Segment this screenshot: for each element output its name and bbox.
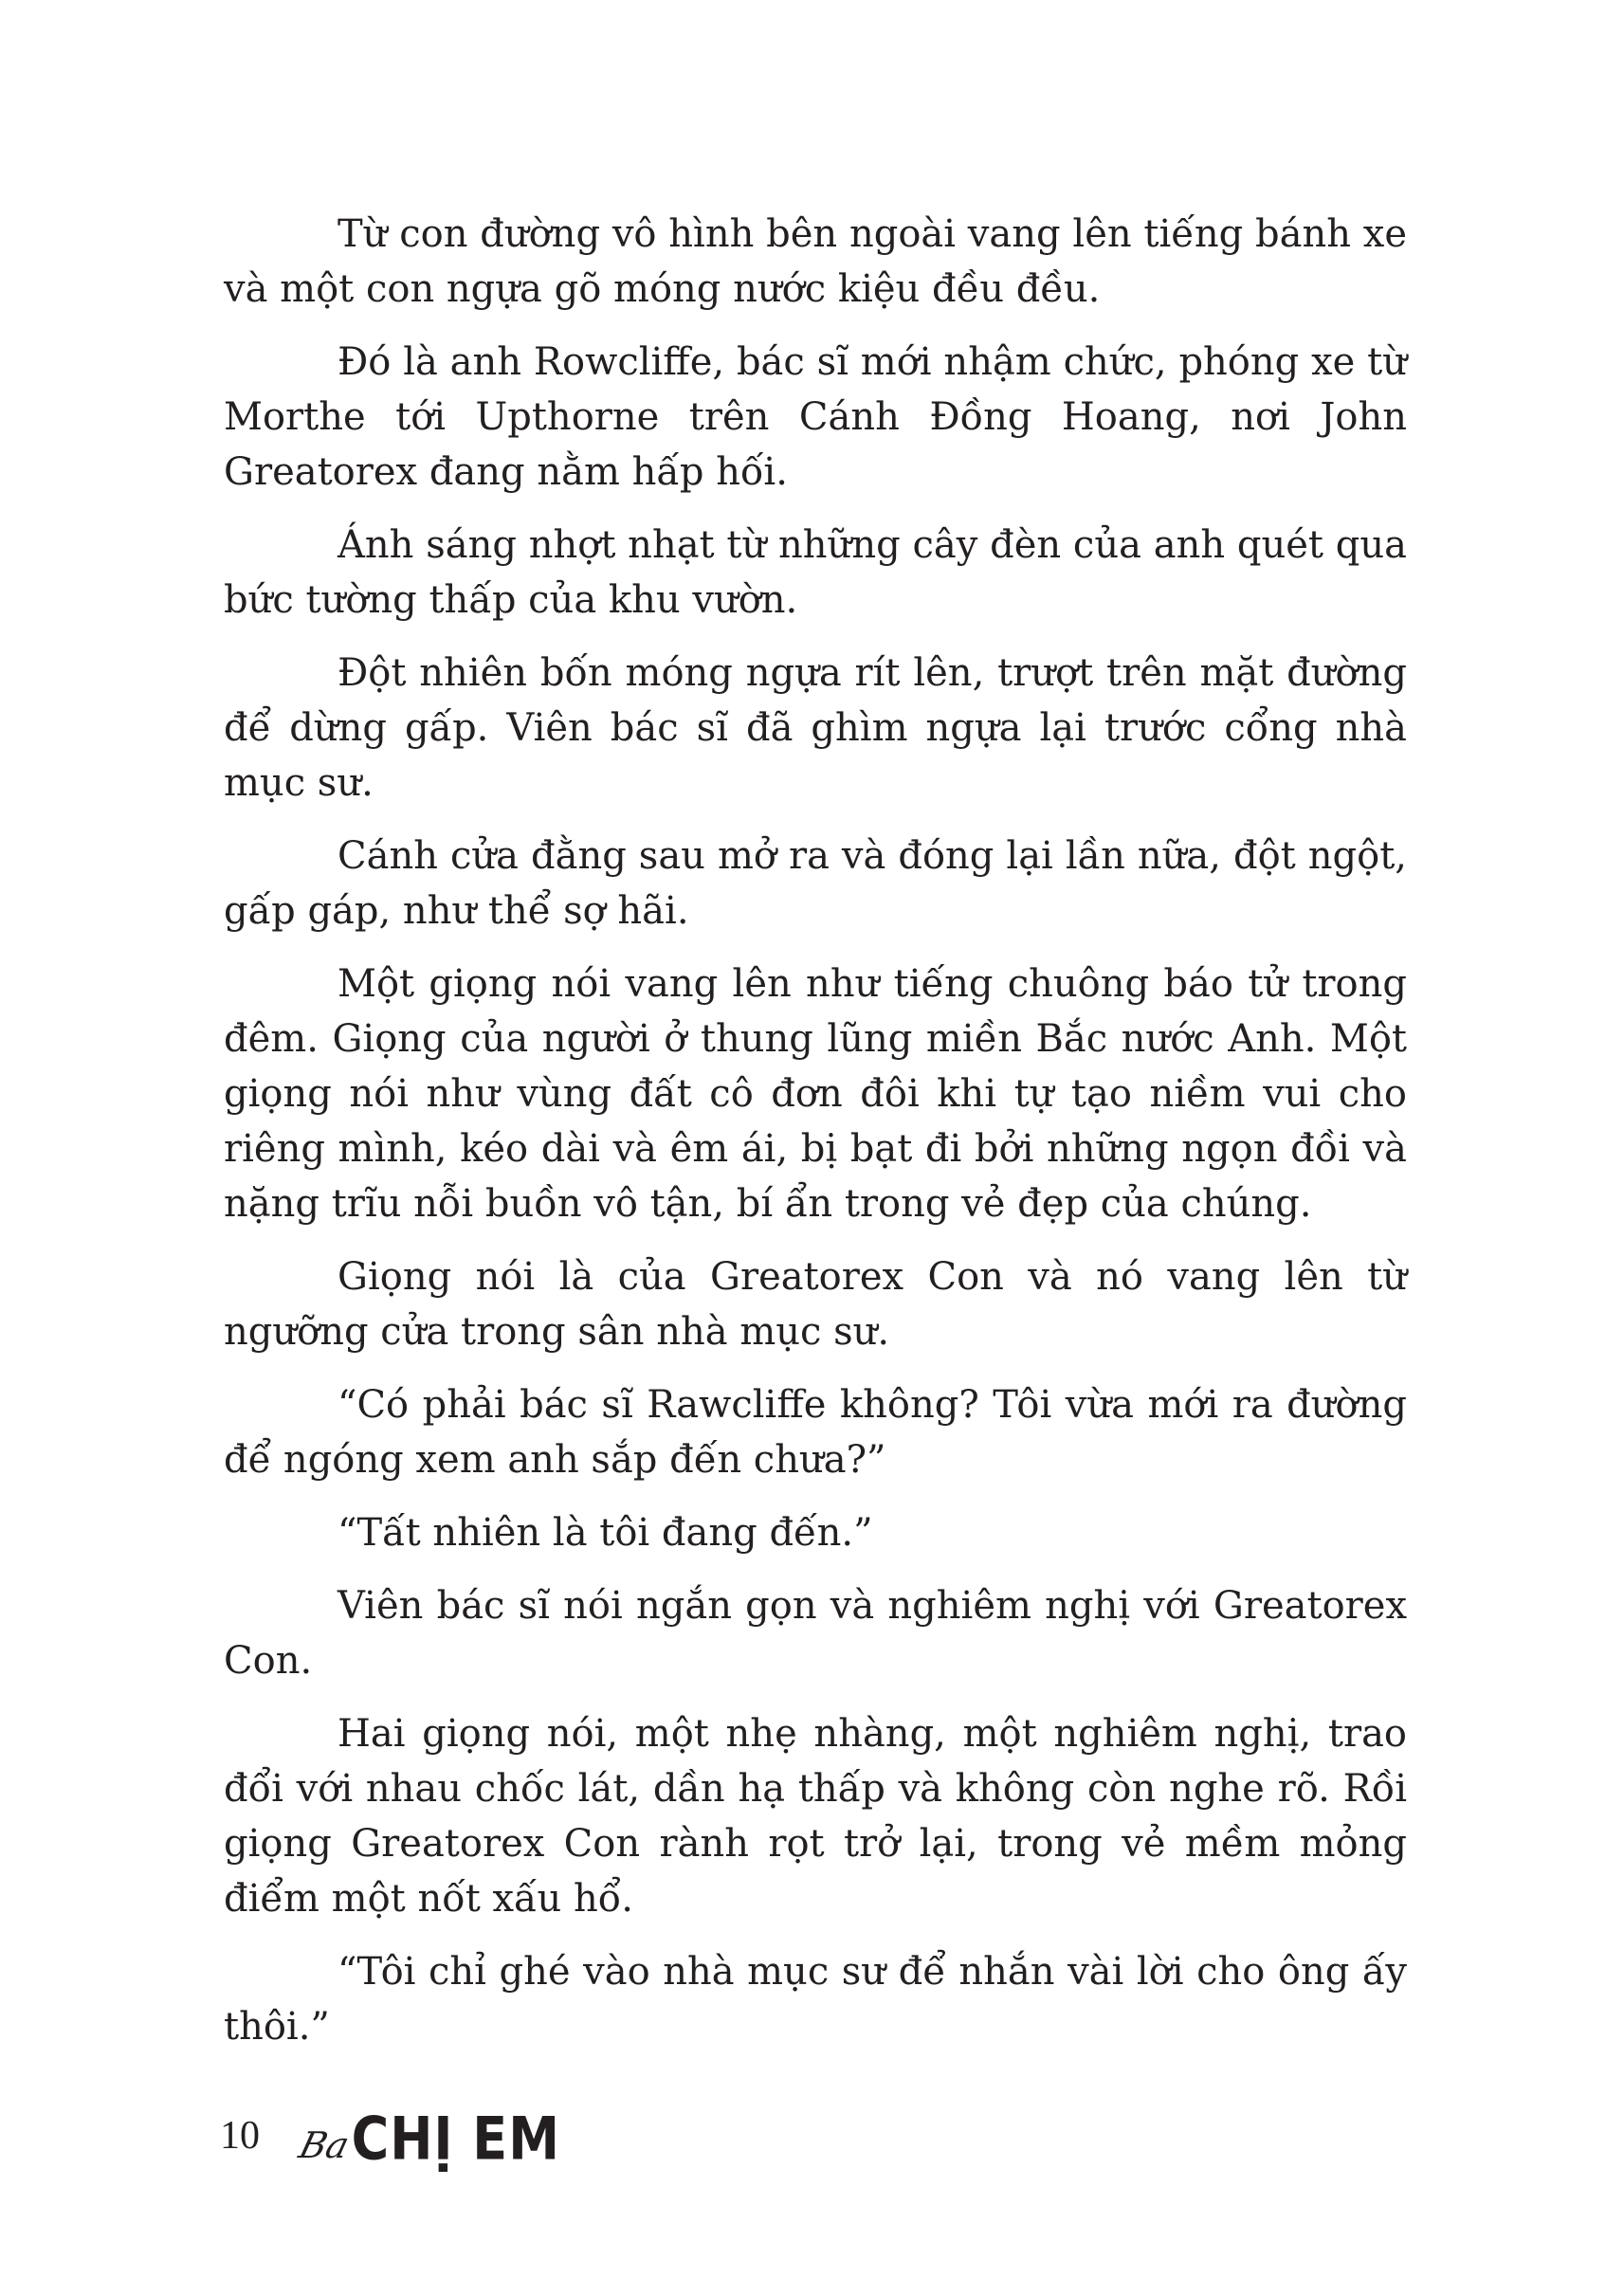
paragraph: Đột nhiên bốn móng ngựa rít lên, trượt trên mặt đường để dừng gấp. Viên bác sĩ đã ghìm ngựa lại trước cổng nhà mục sư. [224,651,1407,805]
body-text [224,207,1407,2072]
paragraph: Đó là anh Rowcliffe, bác sĩ mới nhậm chức, phóng xe từ Morthe tới Upthorne trên Cánh Đồng Hoang, nơi John Greatorex đang nằm hấp hối. [224,340,1407,494]
page-number: 10 [220,2114,260,2158]
paragraph: “Có phải bác sĩ Rawcliffe không? Tôi vừa mới ra đường để ngóng xem anh sắp đến chưa?” [224,1383,1407,1482]
paragraph: “Tôi chỉ ghé vào nhà mục sư để nhắn vài lời cho ông ấy thôi.” [224,1950,1407,2049]
paragraph: Từ con đường vô hình bên ngoài vang lên tiếng bánh xe và một con ngựa gõ móng nước kiệu đều đều. [224,212,1407,311]
logo-prefix: Ba [295,2124,354,2166]
series-logo [295,2103,560,2174]
paragraph: Viên bác sĩ nói ngắn gọn và nghiêm nghị với Greatorex Con. [224,1584,1407,1683]
paragraph: Giọng nói là của Greatorex Con và nó vang lên từ ngưỡng cửa trong sân nhà mục sư. [224,1255,1407,1354]
paragraph: Hai giọng nói, một nhẹ nhàng, một nghiêm nghị, trao đổi với nhau chốc lát, dần hạ thấp và không còn nghe rõ. Rồi giọng Greatorex Con rành rọt trở lại, trong vẻ mềm mỏng điểm một nốt xấu hổ. [224,1712,1407,1921]
paragraph: Cánh cửa đằng sau mở ra và đóng lại lần nữa, đột ngột, gấp gáp, như thể sợ hãi. [224,834,1407,933]
paragraph: “Tất nhiên là tôi đang đến.” [338,1511,873,1555]
paragraph: Một giọng nói vang lên như tiếng chuông báo tử trong đêm. Giọng của người ở thung lũng miền Bắc nước Anh. Một giọng nói như vùng đất cô đơn đôi khi tự tạo niềm vui cho riêng mình, kéo dài và êm ái, bị bạt đi bởi những ngọn đồi và nặng trĩu nỗi buồn vô tận, bí ẩn trong vẻ đẹp của chúng. [224,962,1407,1226]
paragraph: Ánh sáng nhợt nhạt từ những cây đèn của anh quét qua bức tường thấp của khu vườn. [224,523,1407,622]
page-footer [220,2103,560,2174]
logo-text: CHỊ EM [351,2105,560,2174]
